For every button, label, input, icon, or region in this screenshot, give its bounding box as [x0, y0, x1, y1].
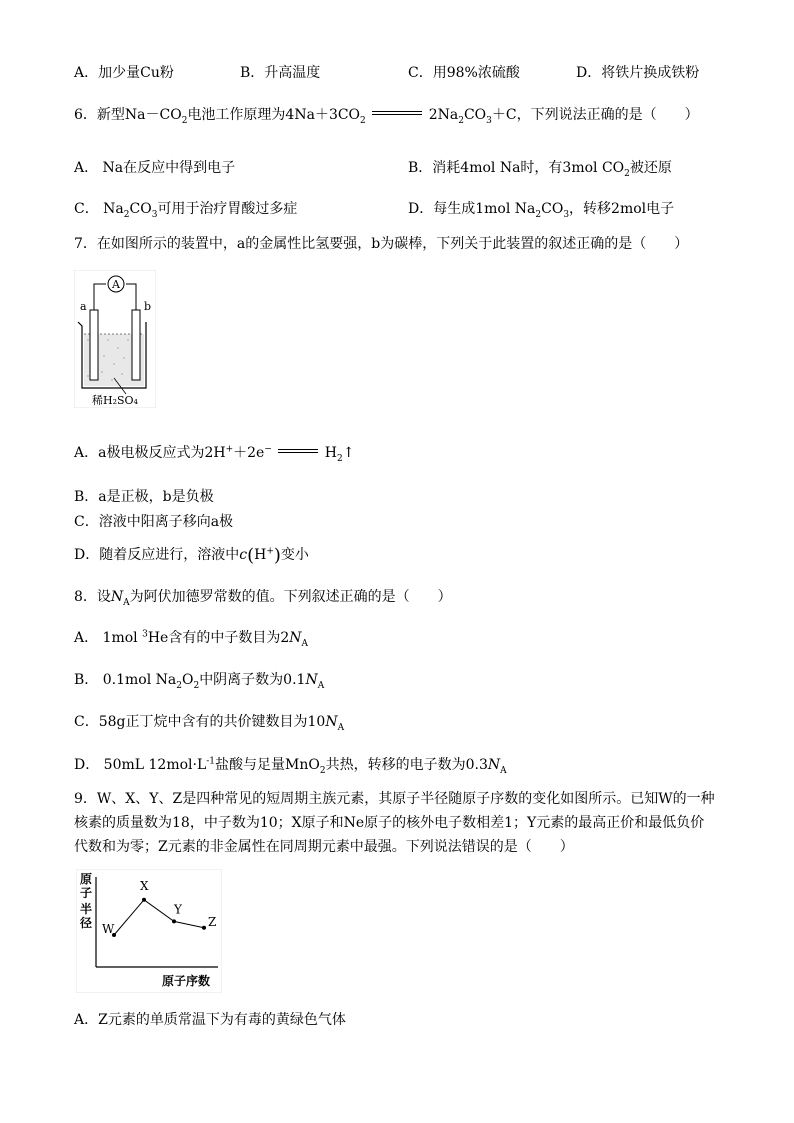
- q9-stem-line-1: 9．W、X、Y、Z是四种常见的短周期主族元素，其原子半径随原子序数的变化如图所示。已知W的一种: [74, 791, 715, 807]
- q7-option-d[interactable]: D．随着反应进行，溶液中c(H+)变小: [74, 545, 309, 566]
- point-x: [142, 898, 146, 902]
- point-label-y: Y: [174, 902, 182, 917]
- electrolysis-apparatus-figure: [74, 270, 156, 408]
- q6-option-b[interactable]: B．消耗4mol Na时，有3mol $CO_2$被还原: [408, 160, 672, 179]
- q8-option-a[interactable]: A． 1mol $^3$He含有的中子数目为$2N_A$: [74, 629, 308, 649]
- y-axis-label-3: 半: [80, 902, 93, 916]
- q8-stem: 8．设$N_A$为阿伏加德罗常数的值。下列叙述正确的是（ ）: [74, 589, 452, 608]
- q5-option-d[interactable]: D．将铁片换成铁粉: [576, 65, 700, 81]
- y-axis-label-4: 径: [80, 916, 93, 930]
- q6-option-c[interactable]: C． $Na_2CO_3$可用于治疗胃酸过多症: [74, 201, 298, 220]
- y-axis-label-2: 子: [80, 886, 93, 900]
- electrode-b-label: b: [144, 300, 152, 313]
- q9-option-a[interactable]: A．Z元素的单质常温下为有毒的黄绿色气体: [74, 1012, 346, 1028]
- q5-option-a[interactable]: A．加少量Cu粉: [74, 65, 174, 81]
- q9-stem-line-2: 核素的质量数为18，中子数为10；X原子和Ne原子的核外电子数相差1；Y元素的最高正价和最低负价: [74, 815, 705, 831]
- q8-option-d[interactable]: D． 50mL $12mol\cdot L^{-1}$盐酸与足量MnO$_2$共热，转移的电子数为$0.3N_A$: [74, 756, 507, 776]
- ammeter-label: A: [112, 278, 120, 291]
- q6-option-d[interactable]: D．每生成1mol $Na_2CO_3$，转移2mol电子: [408, 201, 675, 220]
- q7-option-c[interactable]: C．溶液中阳离子移向a极: [74, 514, 234, 530]
- electrode-a: [90, 310, 98, 380]
- solution-label: 稀H₂SO₄: [92, 394, 138, 407]
- point-label-w: W: [102, 922, 115, 936]
- electrode-b: [132, 310, 140, 380]
- q6-option-a[interactable]: A． Na在反应中得到电子: [74, 160, 236, 176]
- point-label-z: Z: [208, 914, 217, 929]
- q7-option-b[interactable]: B．a是正极，b是负极: [74, 489, 214, 505]
- q9-stem-line-3: 代数和为零；Z元素的非金属性在同周期元素中最强。下列说法错误的是（ ）: [74, 839, 574, 855]
- point-z: [202, 926, 206, 930]
- q7-stem: 7．在如图所示的装置中，a的金属性比氢要强，b为碳棒，下列关于此装置的叙述正确的是（ ）: [74, 236, 689, 252]
- q5-option-c[interactable]: C．用98%浓硫酸: [408, 65, 520, 81]
- q6-stem: 6．新型$Na-CO_2$电池工作原理为$4Na+3CO_2$ $2Na_2CO_3+C$，下列说法正确的是（ ）: [74, 107, 699, 126]
- atomic-radius-chart: [76, 869, 222, 993]
- point-label-x: X: [140, 878, 149, 893]
- point-y: [172, 919, 176, 923]
- q5-option-b[interactable]: B．升高温度: [240, 65, 321, 81]
- y-axis-label-1: 原: [80, 872, 93, 886]
- q8-option-b[interactable]: B． 0.1mol $Na_2O_2$中阴离子数为$0.1N_A$: [74, 672, 325, 691]
- electrode-a-label: a: [80, 300, 87, 313]
- q7-option-a[interactable]: A．a极电极反应式为2H+＋2e− $H_2↑$: [74, 444, 355, 464]
- x-axis-label: 原子序数: [162, 974, 211, 988]
- q8-option-c[interactable]: C．58g正丁烷中含有的共价键数目为$10N_A$: [74, 714, 345, 733]
